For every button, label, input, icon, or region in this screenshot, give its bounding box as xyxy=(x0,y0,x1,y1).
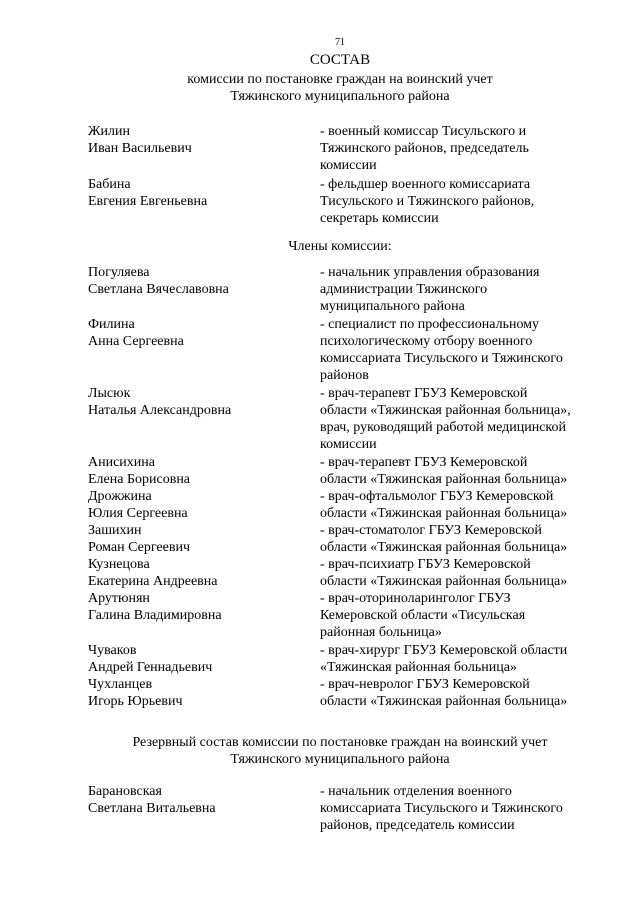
person-role-line: Кемеровской области «Тисульская xyxy=(320,608,526,623)
person-name xyxy=(88,556,320,590)
person-role xyxy=(320,123,602,174)
person-role-line: комиссариата Тисульского и Тяжинского xyxy=(320,351,563,366)
person-role-line: районов xyxy=(320,368,369,383)
person-name-line: Филина xyxy=(88,317,135,332)
person-name-line: Анисихина xyxy=(88,455,155,470)
person-role-line: Тяжинского районов, председатель xyxy=(320,141,529,156)
person-role xyxy=(320,385,602,453)
person-entry xyxy=(88,316,608,384)
person-name-line: Барановская xyxy=(88,784,162,799)
person-role-line: - врач-хирург ГБУЗ Кемеровской области xyxy=(320,643,568,658)
person-role-line: области «Тяжинская районная больница» xyxy=(320,472,568,487)
person-entry xyxy=(88,264,608,315)
person-role xyxy=(320,676,602,710)
person-name-line: Наталья Александровна xyxy=(88,403,232,418)
person-role-line: области «Тяжинская районная больница», xyxy=(320,403,571,418)
person-name xyxy=(88,522,320,556)
page-number: 71 xyxy=(335,37,345,48)
person-role-line: - начальник отделения военного xyxy=(320,784,512,799)
person-name-line: Евгения Евгеньевна xyxy=(88,194,208,209)
person-name-line: Галина Владимировна xyxy=(88,608,222,623)
reserve-heading xyxy=(60,734,620,768)
chair-group xyxy=(88,123,608,227)
person-role-line: - врач-стоматолог ГБУЗ Кемеровской xyxy=(320,523,542,538)
person-name-line: Андрей Геннадьевич xyxy=(88,660,213,675)
person-role-line: секретарь комиссии xyxy=(320,211,439,226)
person-name-line: Чуваков xyxy=(88,643,137,658)
person-role-line: области «Тяжинская районная больница» xyxy=(320,540,568,555)
person-name xyxy=(88,642,320,676)
person-role-line: администрации Тяжинского xyxy=(320,282,488,297)
person-name xyxy=(88,385,320,453)
person-role-line: комиссии xyxy=(320,437,377,452)
person-role xyxy=(320,783,602,834)
person-name xyxy=(88,783,320,834)
person-name-line: Елена Борисовна xyxy=(88,472,191,487)
person-role xyxy=(320,488,602,522)
reserve-heading-line: Резервный состав комиссии по постановке граждан на воинский учет xyxy=(132,735,548,750)
person-role-line: психологическому отбору военного xyxy=(320,334,533,349)
person-role-line: - врач-психиатр ГБУЗ Кемеровской xyxy=(320,557,531,572)
person-role xyxy=(320,176,602,227)
person-role-line: - военный комиссар Тисульского и xyxy=(320,124,527,139)
person-role-line: - врач-невролог ГБУЗ Кемеровской xyxy=(320,677,530,692)
members-heading: Члены комиссии: xyxy=(288,239,392,254)
person-role xyxy=(320,264,602,315)
person-name xyxy=(88,123,320,174)
person-role-line: области «Тяжинская районная больница» xyxy=(320,574,568,589)
person-name-line: Светлана Витальевна xyxy=(88,801,216,816)
person-role xyxy=(320,454,602,488)
person-name-line: Анна Сергеевна xyxy=(88,334,184,349)
person-name-line: Погуляева xyxy=(88,265,150,280)
person-role xyxy=(320,316,602,384)
person-role-line: «Тяжинская районная больница» xyxy=(320,660,517,675)
person-role-line: - врач-оториноларинголог ГБУЗ xyxy=(320,591,511,606)
person-entry xyxy=(88,488,608,522)
person-name-line: Кузнецова xyxy=(88,557,150,572)
person-entry xyxy=(88,385,608,453)
person-name-line: Арутюнян xyxy=(88,591,150,606)
person-name xyxy=(88,264,320,315)
person-entry xyxy=(88,123,608,174)
person-entry xyxy=(88,783,608,834)
person-name-line: Зашихин xyxy=(88,523,142,538)
person-name-line: Жилин xyxy=(88,124,131,139)
reserve-heading-line: Тяжинского муниципального района xyxy=(230,752,450,767)
reserve-list xyxy=(88,783,608,834)
person-entry xyxy=(88,642,608,676)
person-name xyxy=(88,676,320,710)
person-name-line: Дрожжина xyxy=(88,489,152,504)
person-name-line: Чухланцев xyxy=(88,677,153,692)
person-role xyxy=(320,642,602,676)
person-role-line: - специалист по профессиональному xyxy=(320,317,540,332)
person-entry xyxy=(88,176,608,227)
person-role xyxy=(320,590,602,641)
person-entry xyxy=(88,590,608,641)
person-entry xyxy=(88,676,608,710)
person-role xyxy=(320,522,602,556)
person-role-line: врач, руководящий работой медицинской xyxy=(320,420,567,435)
person-role-line: области «Тяжинская районная больница» xyxy=(320,694,568,709)
person-entry xyxy=(88,556,608,590)
person-entry xyxy=(88,454,608,488)
person-name-line: Иван Васильевич xyxy=(88,141,192,156)
person-role-line: комиссии xyxy=(320,158,377,173)
person-name xyxy=(88,454,320,488)
person-role-line: - фельдшер военного комиссариата xyxy=(320,177,531,192)
person-role-line: - начальник управления образования xyxy=(320,265,540,280)
person-role-line: районная больница» xyxy=(320,625,442,640)
subtitle-line: комиссии по постановке граждан на воинский учет xyxy=(187,72,493,87)
person-role-line: Тисульского и Тяжинского районов, xyxy=(320,194,535,209)
person-name-line: Бабина xyxy=(88,177,131,192)
person-role-line: комиссариата Тисульского и Тяжинского xyxy=(320,801,563,816)
person-name-line: Юлия Сергеевна xyxy=(88,506,188,521)
person-role-line: области «Тяжинская районная больница» xyxy=(320,506,568,521)
person-name xyxy=(88,176,320,227)
person-entry xyxy=(88,522,608,556)
person-name xyxy=(88,316,320,384)
members-list xyxy=(88,264,608,710)
person-name-line: Лысюк xyxy=(88,386,131,401)
person-role-line: - врач-офтальмолог ГБУЗ Кемеровской xyxy=(320,489,554,504)
document-title: СОСТАВ xyxy=(309,52,371,68)
person-name-line: Светлана Вячеславовна xyxy=(88,282,229,297)
person-role-line: - врач-терапевт ГБУЗ Кемеровской xyxy=(320,455,528,470)
person-name xyxy=(88,590,320,641)
person-role-line: муниципального района xyxy=(320,299,465,314)
subtitle-line: Тяжинского муниципального района xyxy=(230,89,450,104)
person-name xyxy=(88,488,320,522)
person-role-line: - врач-терапевт ГБУЗ Кемеровской xyxy=(320,386,528,401)
person-name-line: Игорь Юрьевич xyxy=(88,694,183,709)
person-name-line: Роман Сергеевич xyxy=(88,540,190,555)
person-role xyxy=(320,556,602,590)
document-subtitle xyxy=(60,71,620,105)
person-role-line: районов, председатель комиссии xyxy=(320,818,515,833)
person-name-line: Екатерина Андреевна xyxy=(88,574,218,589)
